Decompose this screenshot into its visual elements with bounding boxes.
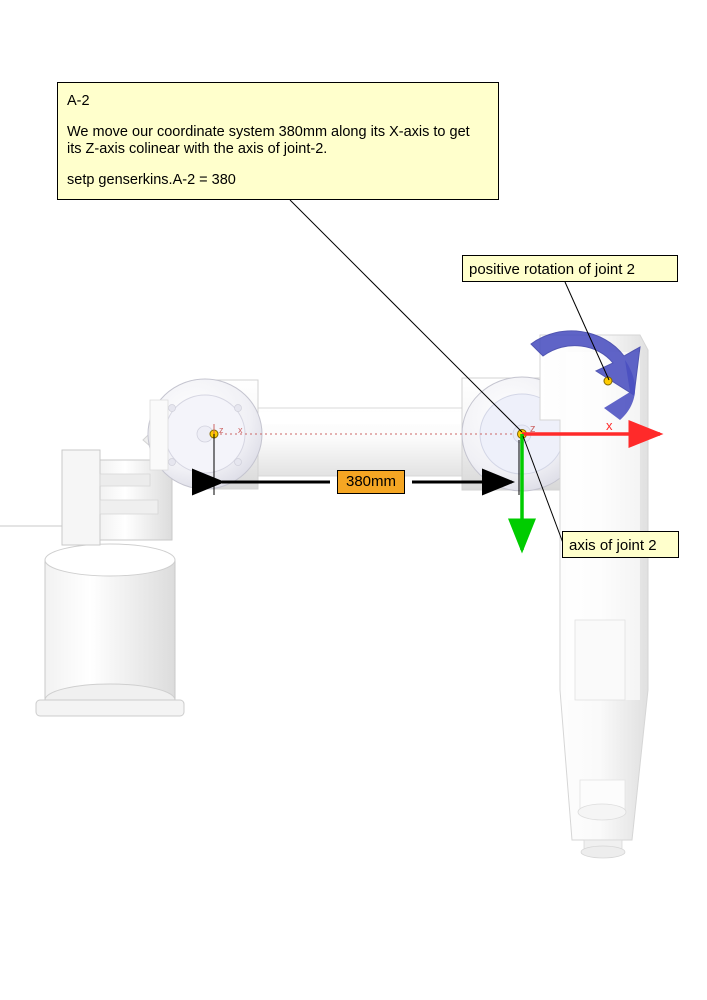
- callout-a2-title: A-2: [67, 93, 90, 109]
- right-axis-x-label: x: [606, 418, 613, 433]
- left-axis-z-label: z: [219, 425, 224, 435]
- callout-axis-of-joint-2: axis of joint 2: [562, 531, 679, 558]
- callout-a2-paragraph: We move our coordinate system 380mm along its X-axis to get its Z-axis colinear with the axis of joint-2.: [67, 124, 470, 158]
- robot-base-assembly: [0, 450, 184, 716]
- robot-vertical-arm: [540, 335, 648, 858]
- left-axis-x-label: x: [238, 425, 243, 435]
- callout-positive-rotation: positive rotation of joint 2: [462, 255, 678, 282]
- callout-a2-command: setp genserkins.A-2 = 380: [67, 172, 236, 189]
- callout-a2: [57, 82, 499, 200]
- right-axis-z-label: z: [530, 423, 536, 435]
- dimension-label-380mm: 380mm: [337, 470, 405, 494]
